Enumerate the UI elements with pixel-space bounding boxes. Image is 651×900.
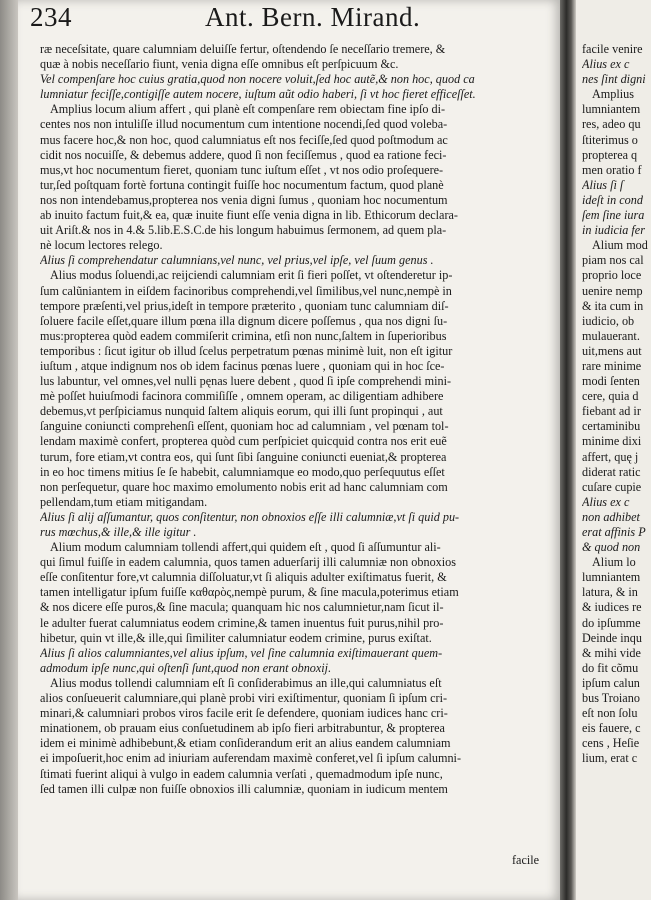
text-line: ſoluere facile eſſet,quare illum pœna illa dignum dicere poſſemus , qua nos digni ſu- (40, 313, 448, 328)
right-page-text-line: erat affinis P (582, 525, 646, 539)
text-line: nè locum lectores relego. (40, 238, 163, 253)
text-line: Amplius locum alium affert , qui planè eſt compenſare rem obiectam fine ipſo di- (50, 102, 446, 117)
text-line: mus,vt hoc nocumentum fieret, quoniam tunc iuſtum eſſet , vt nos odio proſequere- (40, 162, 444, 177)
left-page-text (40, 42, 548, 797)
right-page-text-line: ſem ſine iura (582, 208, 645, 223)
text-line: minationem, ob prauam eius conſuetudinem ab ipſo fieri arbitrabuntur, & propterea (40, 721, 445, 736)
book-gutter (560, 0, 576, 900)
right-page-text-line: & mihi vide (582, 645, 641, 660)
right-page-text-line: men oratio f (582, 162, 642, 177)
text-line: ræ neceſsitate, quare calumniam deluiſſe fertur, oſtendendo ſe neceſſario tremere, & (40, 42, 446, 56)
right-page-text-line: do fit cõmu (582, 660, 639, 675)
right-page-text-line: piam nos cal (582, 253, 644, 268)
right-page-text-line: eſt non ſolu (582, 706, 638, 721)
text-line: Vel compenſare hoc cuius gratia,quod non nocere voluit,ſed hoc autẽ,& non hoc, quod ca (40, 72, 475, 87)
right-page-text-line: minime dixi (582, 434, 642, 449)
text-line: pellendam,tum etiam mitigandam. (40, 494, 208, 509)
right-page-text-line: Alius ſi ſ (582, 177, 624, 192)
right-page-text-line: modi ſenten (582, 374, 640, 389)
running-head-title: Ant. Bern. Mirand. (205, 2, 421, 32)
right-page-text-line: ipſum calun (582, 675, 640, 690)
right-page (576, 0, 651, 900)
text-line: qui ſimul fuiſſe in eadem calumnia, quos tamen aduerſarij illi calumniæ non obnoxios (40, 555, 456, 570)
text-line: mè poſſet huiuſmodi facinora commiſiſſe , omnem operam, ac diligentiam adhibere (40, 389, 444, 404)
right-page-text-line: lumniantem (582, 102, 641, 117)
right-page-text-line: lumniantem (582, 570, 641, 585)
text-line: rus mœchus,& ille,& ille igitur . (40, 525, 197, 539)
text-line: quæ à nobis neceſſario fiunt, venia digna eſſe omnibus eſt perſpicuum &c. (40, 57, 399, 72)
text-line: hibetur, quin vt ille,& ille,qui ſimiliter calumniatur eodem crimine, purus exiſtat. (40, 630, 432, 645)
right-page-text-line: mulauerant. (582, 328, 640, 343)
text-line: ſanguine coniuncti comprehenſi eſſent, quoniam hoc ad calumniam , vel pœnam tol- (40, 419, 449, 434)
text-line: idem ei minimè adhibebunt,& etiam conſiderandum erit an alius eandem calumniam (40, 736, 451, 751)
right-page-text-line: affert, quę j (582, 449, 639, 464)
text-line: mus:propterea quòd eadem commiſerit crimina, etſi non nunc,ſaltem in ſuperioribus (40, 328, 447, 343)
text-line: ſum calũniantem in eiſdem facinoribus comprehendi,vel ſimilibus,vel nunc,nempè in (40, 283, 452, 298)
right-page-text-line: fiebant ad ir (582, 404, 641, 419)
text-line: admodum ipſe nunc,qui oſtenſi ſunt,quod non erant obnoxij. (40, 660, 332, 675)
text-line: le adulter fuerat calumniatus eodem crimine,& tamen inuentus fuit purus,nihil pro- (40, 615, 444, 630)
right-page-text-line: ideſt in cond (582, 192, 643, 207)
text-line: mus facere hoc,& non hoc, quod calumniatus eſt nos feciſſe,ſed quod poſtmodum ac (40, 132, 448, 147)
text-line: & nos dicere eſſe puros,& ſine macula; quanquam hic nos calumnietur,nam ſicut il- (40, 600, 444, 615)
right-page-text-line: ſtiterimus o (582, 132, 638, 147)
text-line: eſſe conſitentur fore,vt calumnia diſſoluatur,vt ſi aliquis adulter exiſtimatus fuerit, & (40, 570, 447, 585)
right-page-text-line: facile venire (582, 42, 643, 56)
right-page-text-line: certaminibu (582, 419, 641, 434)
right-page-text (582, 42, 651, 767)
text-line: uit Ariſt.& nos in 4.& 5.lib.E.S.C.de his longum habuimus ſermonem, ad quem pla- (40, 223, 447, 238)
text-line: in eo hoc timens mitius ſe ſe habebit, calumniamque eo modo,quo perſequutus eſſet (40, 464, 445, 479)
right-page-text-line: nes ſint digni (582, 72, 646, 87)
text-line: tempore præſenti,vel prius,ideſt in tempore præterito , quoniam tunc calumniam diſ- (40, 298, 449, 313)
right-page-text-line: & ita cum in (582, 298, 644, 313)
right-page-text-line: Alius ex c (582, 494, 630, 509)
text-line: ſtimati fuerint aliqui à vulgo in eadem calumnia verſati , quemadmodum ipſe nunc, (40, 766, 443, 781)
text-line: turum, fore etiam,vt contra eos, qui ſunt ſibi ſanguine coniuncti eueniat,& propterea (40, 449, 447, 464)
text-line: minari,& calumniari probos viros facile erit ſe defendere, quoniam iudices hanc cri- (40, 706, 448, 721)
text-line: Alius modus ſoluendi,ac reijciendi calumniam erit ſi fieri poſſet, vt oſtenderetur ip- (50, 268, 453, 283)
text-line: alios conſueuerit calumniare,qui planè probi viri exiſtimentur, quoniam ſi ipſum cri- (40, 691, 448, 706)
right-page-text-line: lium, erat c (582, 751, 638, 766)
page-number: 234 (30, 2, 72, 32)
text-line: Alius modus tollendi calumniam eſt ſi conſiderabimus an ille,qui calumniatus eſt (50, 675, 442, 690)
right-page-text-line: Deinde inqu (582, 630, 642, 645)
running-head (30, 2, 555, 38)
right-page-text-line: & iudices re (582, 600, 642, 615)
text-line: temporibus : ſicut igitur ob illud ſcelus perpetratum pœnas minimè luit, non eſt igitur (40, 343, 453, 358)
right-page-text-line: uenire nemp (582, 283, 643, 298)
right-page-text-line: bus Troiano (582, 691, 640, 706)
right-page-text-line: cere, quia d (582, 389, 639, 404)
text-line: cidit nos nocuiſſe, & debemus addere, quod ſi non feciſſemus , quod ea ratione feci- (40, 147, 447, 162)
right-page-text-line: iudicio, ob (582, 313, 635, 328)
right-page-text-line: cuſare cupie (582, 479, 642, 494)
right-page-text-line: uit,mens aut (582, 343, 642, 358)
text-line: lumniatur feciſſe,contigiſſe autem nocere, iuſtum aũt odio haberi, ſi vt hoc fieret efficeſſet. (40, 87, 476, 102)
text-line: lus labuntur, vel omnes,vel nulli pęnas luere debent , quod ſi ipſe comprehendi mini- (40, 374, 452, 389)
right-page-text-line: Alium mod (592, 238, 648, 253)
catchword: facile (512, 853, 540, 867)
right-page-text-line: eis fauere, c (582, 721, 641, 736)
text-line: lendam maximè confert, propterea quòd cum perſpiciet quicquid contra nos erit euẽ (40, 434, 447, 449)
text-line: iuſtum , atque indignum nos ob idem facinus pœnas luere , quoniam qui in hoc ſce- (40, 358, 445, 373)
text-line: Alium modum calumniam tollendi affert,qui quidem eſt , quod ſi aſſumuntur ali- (50, 540, 441, 555)
right-page-text-line: in iudicia fer (582, 223, 645, 238)
text-line: debemus,vt perſpiciamus nunquid ſaltem aliquis eorum, qui illi ſunt propinqui , aut (40, 404, 443, 419)
text-line: nos non intendebamus,propterea nos venia digni ſumus , quoniam hoc nocumentum (40, 192, 448, 207)
text-line: non perſequetur, quare hoc maximo emolumento nobis erit ad hanc calumniam com (40, 479, 448, 494)
text-line: tur,ſed poſtquam fortè fortuna contingit fuiſſe hoc nocumentum factum, quod planè (40, 177, 444, 192)
text-line: ei impoſuerit,hoc enim ad iniuriam auferendam maximè conferet,vel ſi ipſum calumni- (40, 751, 462, 766)
right-page-text-line: res, adeo qu (582, 117, 641, 132)
left-page-edge (0, 0, 18, 900)
right-page-text-line: do ipſumme (582, 615, 641, 630)
right-page-text-line: latura, & in (582, 585, 638, 600)
right-page-text-line: diderat ratic (582, 464, 641, 479)
text-line: ſed tamen illi culpæ non fuiſſe obnoxios illi calumniæ, quoniam in iudicum mentem (40, 781, 448, 796)
text-line: Alius ſi alios calumniantes,vel alius ipſum, vel ſine calumnia exiſtimauerant quem- (40, 645, 443, 660)
text-line: Alius ſi comprehendatur calumnians,vel nunc, vel prius,vel ipſe, vel ſuum genus . (40, 253, 434, 268)
right-page-text-line: cens , Heſie (582, 736, 640, 751)
right-page-text-line: Amplius (592, 87, 634, 102)
right-page-text-line: Alium lo (592, 555, 636, 570)
right-page-text-line: Alius ex c (582, 57, 630, 72)
right-page-text-line: & quod non (582, 540, 641, 555)
text-line: ab inuito factum fuit,& ea, quæ inuite fiunt eſſe venia digna in lib. Ethicorum declara- (40, 208, 458, 223)
right-page-text-line: non adhibet (582, 509, 640, 524)
right-page-text-line: proprio loce (582, 268, 642, 283)
right-page-text-line: rare minime (582, 358, 642, 373)
right-page-text-line: propterea q (582, 147, 638, 162)
text-line: Alius ſi alij aſſumantur, quos conſitentur, non obnoxios eſſe illi calumniæ,vt ſi quid pu- (40, 509, 460, 524)
text-line: centes nos non intuliſſe illud nocumentum cum intentione nocendi,ſed quod voleba- (40, 117, 448, 132)
text-line: tamen intelligatur ipſum fuiſſe καθαρὸς,nempè purum, & ſine macula,poterimus etiam (40, 585, 459, 600)
